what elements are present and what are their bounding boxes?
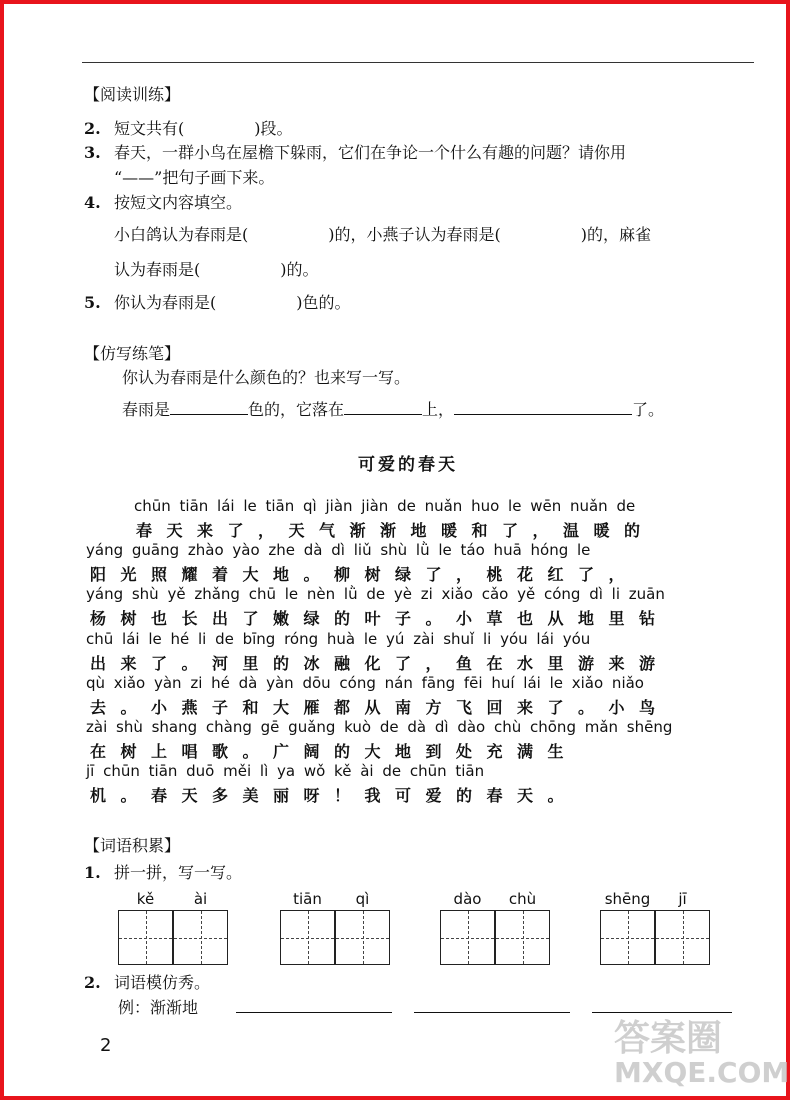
q4-l2b: )的。 [280,260,319,279]
grid-pinyin: tiān [293,890,322,908]
q4-l1c: )的，麻雀 [580,225,651,244]
reading-heading: 【阅读训练】 [84,85,181,104]
vocab-q1 [84,860,242,883]
question-2 [84,116,293,139]
watermark-logo: 答案圈 [614,1018,723,1059]
imitation-sentence [122,397,664,420]
imitation-heading: 【仿写练笔】 [84,344,181,363]
vocab-q2-text: 词语模仿秀。 [114,973,211,992]
writing-cell[interactable] [335,910,390,965]
imitation-p3: 上， [422,400,455,419]
grid-pinyin: chù [508,890,537,908]
q2-text-b: )段。 [254,119,293,138]
q4-l2a: 认为春雨是( [114,260,201,279]
page-number: 2 [100,1035,112,1056]
q3-line2: “——”把句子画下来。 [114,168,275,187]
vocab-example: 例：渐渐地 [118,998,199,1017]
question-3 [84,140,626,163]
q4-number: 4. [84,193,101,212]
q4-l1b: )的，小燕子认为春雨是( [328,225,501,244]
imitation-blank-2[interactable] [344,399,422,415]
q3-line1: 春天，一群小鸟在屋檐下躲雨，它们在争论一个什么有趣的问题？请你用 [114,143,627,162]
q5-text-b: )色的。 [296,293,351,312]
hanzi-line: 机。春天多美丽呀！我可爱的春天。 [90,786,579,805]
vocab-q2-number: 2. [84,973,101,992]
pinyin-line: chū lái le hé li de bīng róng huà le yú zài shuǐ li yóu lái yóu [86,630,591,648]
hanzi-line: 出来了。河里的冰融化了，鱼在水里游来游 [90,654,670,673]
pinyin-line: yáng shù yě zhǎng chū le nèn lǜ de yè zi xiǎo cǎo yě cóng dì li zuān [86,585,665,603]
imitation-p4: 了。 [632,400,665,419]
hanzi-line: 春天来了，天气渐渐地暖和了，温暖的 [136,521,655,540]
writing-cell[interactable] [118,910,173,965]
q2-text-a: 短文共有( [114,119,185,138]
vocab-heading: 【词语积累】 [84,836,181,855]
hanzi-line: 阳光照耀着大地。柳树绿了，桃花红了， [90,565,640,584]
imitation-p2: 色的，它落在 [248,400,345,419]
hanzi-line: 在树上唱歌。广阔的大地到处充满生 [90,742,579,761]
grid-pinyin: kě [136,890,155,908]
grid-pinyin: ài [193,890,208,908]
header-rule [82,62,754,63]
vocab-q2 [84,970,210,993]
vocab-blank-2[interactable] [414,1012,570,1013]
question-5 [84,290,351,313]
writing-cell[interactable] [280,910,335,965]
watermark-url: MXQE.COM [614,1056,790,1089]
q4-line1 [114,222,651,245]
pinyin-line: chūn tiān lái le tiān qì jiàn jiàn de nuǎn huo le wēn nuǎn de [134,497,636,515]
pinyin-line: yáng guāng zhào yào zhe dà dì liǔ shù lǜ le táo huā hóng le [86,541,591,559]
question-4 [84,190,242,213]
vocab-q1-text: 拼一拼，写一写。 [114,863,243,882]
pinyin-line: qù xiǎo yàn zi hé dà yàn dōu cóng nán fāng fēi huí lái le xiǎo niǎo [86,674,644,692]
hanzi-line: 去。小燕子和大雁都从南方飞回来了。小鸟 [90,698,670,717]
imitation-blank-1[interactable] [170,399,248,415]
q4-line2 [114,257,319,280]
q4-text: 按短文内容填空。 [114,193,243,212]
imitation-prompt: 你认为春雨是什么颜色的？也来写一写。 [122,368,411,387]
pinyin-line: jī chūn tiān duō měi lì ya wǒ kě ài de chūn tiān [86,762,485,780]
imitation-p1: 春雨是 [122,400,171,419]
imitation-blank-3[interactable] [454,399,632,415]
vocab-q1-number: 1. [84,863,101,882]
grid-pinyin: shēng [604,890,651,908]
passage-title: 可爱的春天 [358,455,458,475]
writing-cell[interactable] [173,910,228,965]
q4-l1a: 小白鸽认为春雨是( [114,225,249,244]
q2-number: 2. [84,119,101,138]
writing-cell[interactable] [495,910,550,965]
q5-number: 5. [84,293,101,312]
writing-cell[interactable] [440,910,495,965]
vocab-blank-1[interactable] [236,1012,392,1013]
grid-pinyin: qì [355,890,370,908]
q5-text-a: 你认为春雨是( [114,293,217,312]
grid-pinyin: dào [453,890,482,908]
hanzi-line: 杨树也长出了嫩绿的叶子。小草也从地里钻 [90,609,670,628]
writing-cell[interactable] [655,910,710,965]
grid-pinyin: jī [678,890,687,908]
q3-number: 3. [84,143,101,162]
writing-cell[interactable] [600,910,655,965]
pinyin-line: zài shù shang chàng gē guǎng kuò de dà dì dào chù chōng mǎn shēng [86,718,673,736]
